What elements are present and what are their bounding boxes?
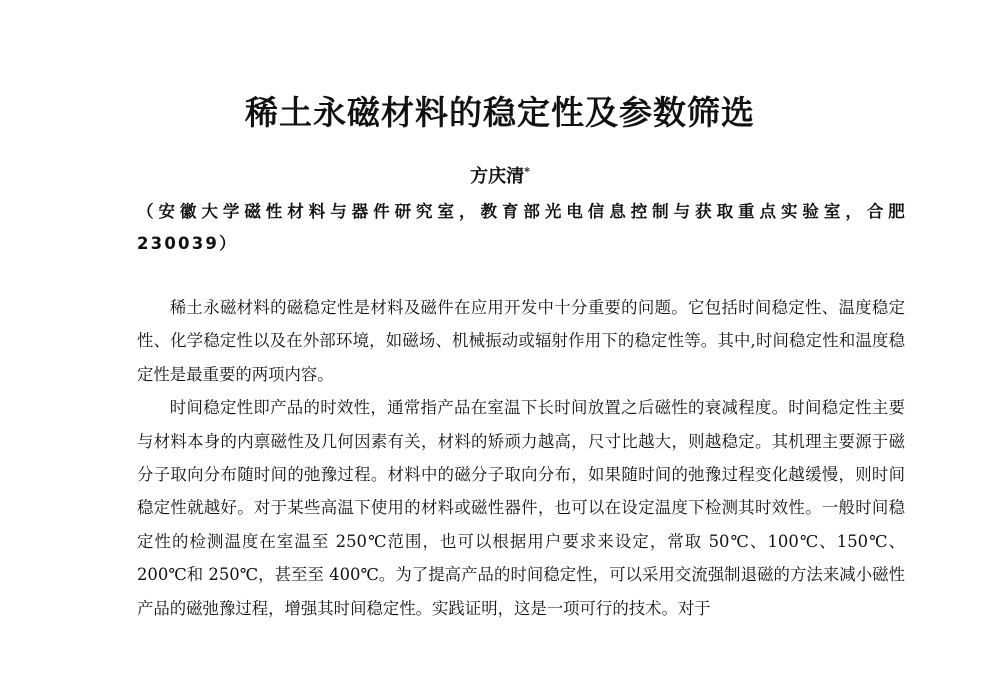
author-line [0, 160, 1000, 189]
author-footnote-mark: * [524, 165, 530, 178]
paragraph-2: 时间稳定性即产品的时效性，通常指产品在室温下长时间放置之后磁性的衰减程度。时间稳定性主要与材料本身的内禀磁性及几何因素有关，材料的矫顽力越高，尺寸比越大，则越稳定。其机理主要源于磁分子取向分布随时间的弛豫过程。材料中的磁分子取向分布，如果随时间的弛豫过程变化越缓慢，则时间稳定性就越好。对于某些高温下使用的材料或磁性器件，也可以在设定温度下检测其时效性。一般时间稳定性的检测温度在室温至 250℃范围，也可以根据用户要求来设定，常取 50℃、100℃、150℃、200℃和 250℃，甚至至 400℃。为了提高产品的时间稳定性，可以采用交流强制退磁的方法来减小磁性产品的磁弛豫过程，增强其时间稳定性。实践证明，这是一项可行的技术。对于 [137, 398, 905, 618]
paper-title: 稀土永磁材料的稳定性及参数筛选 [245, 93, 755, 132]
body-text [137, 291, 905, 625]
affiliation: （安徽大学磁性材料与器件研究室，教育部光电信息控制与获取重点实验室，合肥 230039） [137, 202, 907, 253]
paragraph-1: 稀土永磁材料的磁稳定性是材料及磁件在应用开发中十分重要的问题。它包括时间稳定性、温度稳定性、化学稳定性以及在外部环境，如磁场、机械振动或辐射作用下的稳定性等。其中,时间稳定性和温度稳定性是最重要的两项内容。 [137, 298, 905, 384]
author-name: 方庆清 [470, 166, 525, 187]
